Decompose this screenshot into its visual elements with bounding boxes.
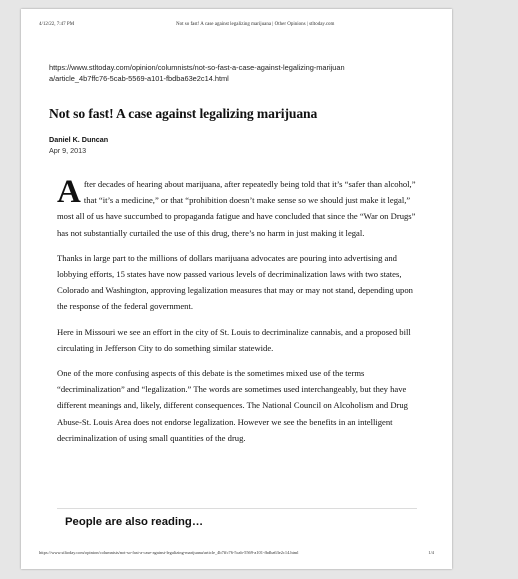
paragraph-1 — [57, 176, 417, 241]
print-page-title: Not so fast! A case against legalizing marijuana | Other Opinions | stltoday.com — [176, 22, 335, 27]
drop-cap: A — [57, 174, 81, 210]
printed-page — [21, 9, 452, 569]
article-author[interactable]: Daniel K. Duncan — [49, 135, 109, 144]
paragraph-3: Here in Missouri we see an effort in the city of St. Louis to decriminalize cannabis, and a proposed bill circulating in Jefferson City to do something similar statewide. — [57, 326, 411, 353]
article-date: Apr 9, 2013 — [49, 146, 87, 155]
article-headline: Not so fast! A case against legalizing marijuana — [49, 106, 318, 121]
paragraph-4: One of the more confusing aspects of this debate is the sometimes mixed use of the terms “decriminalization” and “legalization.” The words are sometimes used interchangeably, but they have different meanings and, likely, different consequences. The National Council on Alcoholism and Drug Abuse-St. Louis Area does not endorse legalization. However we see the benefits in an intelligent decriminalization of using small quantities of the drug. — [57, 368, 408, 443]
print-datetime: 4/12/22, 7:47 PM — [39, 22, 75, 27]
print-page-number: 1/4 — [428, 550, 434, 555]
paragraph-1-text: fter decades of hearing about marijuana, after repeatedly being told that it’s “safer than alcohol,” that “it’s a medicine,” or that “prohibition doesn’t make sense so we should just make it legal,” most all of us have succumbed to propaganda fatigue and have concluded that since the “War on Drugs” has not substantially curtailed the use of this drug, there’s no harm in just making it legal. — [57, 179, 416, 238]
paragraph-2: Thanks in large part to the millions of dollars marijuana advocates are pouring into advertising and lobbying efforts, 15 states have now passed various levels of decriminalization laws with two states, Colorado and Washington, approving legalization measures that may or may not stand, depending upon the response of the federal government. — [57, 252, 413, 312]
article-body — [57, 176, 417, 455]
article-url-link[interactable]: https://www.stltoday.com/opinion/columnists/not-so-fast-a-case-against-legalizing-marijuana/article_4b7ffc76-5cab-5569-a101-fbdba63e2c14.html — [49, 63, 345, 83]
section-divider — [57, 508, 417, 509]
also-reading-heading: People are also reading… — [65, 516, 204, 528]
print-footer-url: https://www.stltoday.com/opinion/columnists/not-so-fast-a-case-against-legalizing-marijuana/article_4b7ffc76-5cab-5569-a101-fbdba63e2c14.html — [39, 550, 299, 555]
